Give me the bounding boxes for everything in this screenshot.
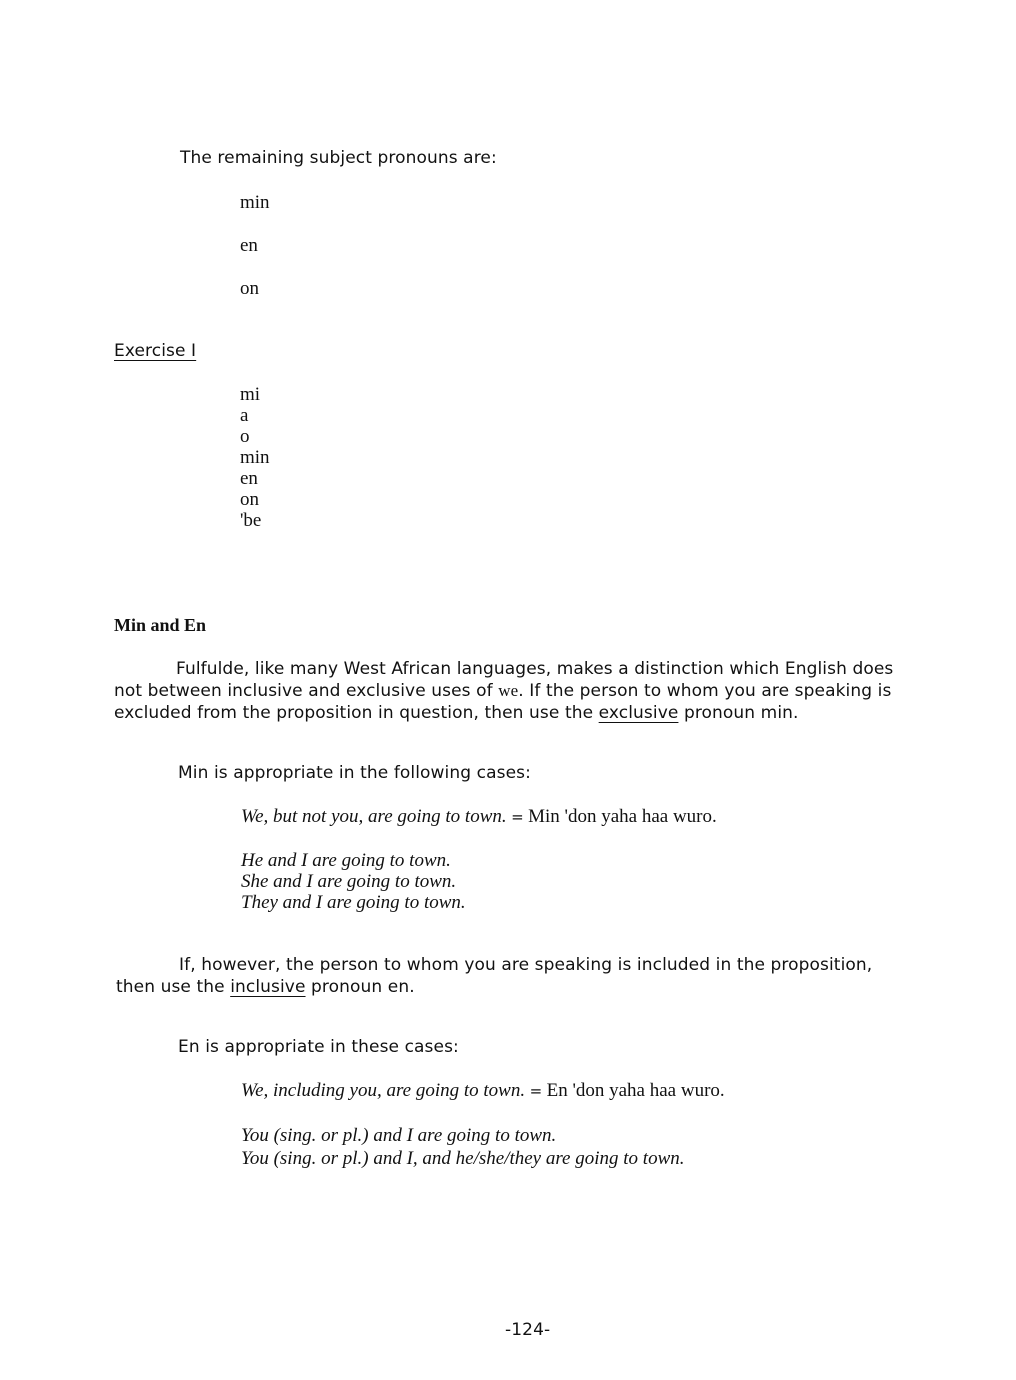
exercise-item: 'be [240, 510, 262, 531]
exercise-item: o [240, 426, 250, 447]
min-example-fulfulde: Min 'don yaha haa wuro. [528, 806, 717, 827]
word-we: we [498, 681, 519, 700]
exercise-item: a [240, 405, 249, 426]
en-cases-list [241, 1124, 685, 1170]
exercise-item: en [240, 468, 258, 489]
exercise-heading: Exercise I [114, 341, 197, 361]
equals-sign: = [529, 1082, 543, 1100]
paragraph-text: . If the person to whom you are speaking is excluded from the proposition in question, then use the [114, 681, 892, 723]
paragraph-text: pronoun min. [678, 703, 799, 723]
equals-sign: = [511, 808, 524, 826]
en-case: You (sing. or pl.) and I, and he/she/they are going to town. [241, 1148, 685, 1169]
pronoun-en: en [240, 235, 258, 256]
word-inclusive: inclusive [230, 977, 306, 997]
exercise-list [240, 384, 270, 531]
min-case: They and I are going to town. [241, 892, 466, 913]
pronoun-on: on [240, 278, 259, 299]
min-case: She and I are going to town. [241, 871, 457, 892]
min-example [241, 806, 717, 828]
exercise-item: min [240, 447, 270, 468]
word-exclusive: exclusive [598, 703, 679, 723]
paragraph-inclusive [116, 954, 916, 998]
exercise-item: on [240, 489, 259, 510]
min-cases-list [241, 850, 466, 913]
en-case: You (sing. or pl.) and I are going to town. [241, 1125, 557, 1146]
paragraph-text: pronoun en. [305, 977, 415, 997]
section-heading: Min and En [114, 615, 207, 635]
en-example-fulfulde: En 'don yaha haa wuro. [546, 1080, 725, 1101]
en-example-english: We, including you, are going to town. [241, 1080, 526, 1101]
intro-text: The remaining subject pronouns are: [180, 148, 497, 168]
min-case: He and I are going to town. [241, 850, 451, 871]
page-number: -124- [505, 1320, 551, 1340]
en-example [241, 1080, 725, 1102]
en-intro: En is appropriate in these cases: [178, 1037, 459, 1057]
min-intro: Min is appropriate in the following cases: [178, 763, 531, 783]
paragraph-text: Fulfulde, like many West African languages, makes a distinction which English does not between inclusive and exclusive uses of [114, 659, 894, 701]
exercise-item: mi [240, 384, 261, 405]
paragraph-text: If, however, the person to whom you are speaking is included in the proposition, then use the [116, 955, 873, 997]
min-example-english: We, but not you, are going to town. [241, 806, 507, 827]
paragraph-inclusive-exclusive [114, 658, 914, 724]
pronoun-min: min [240, 192, 270, 213]
